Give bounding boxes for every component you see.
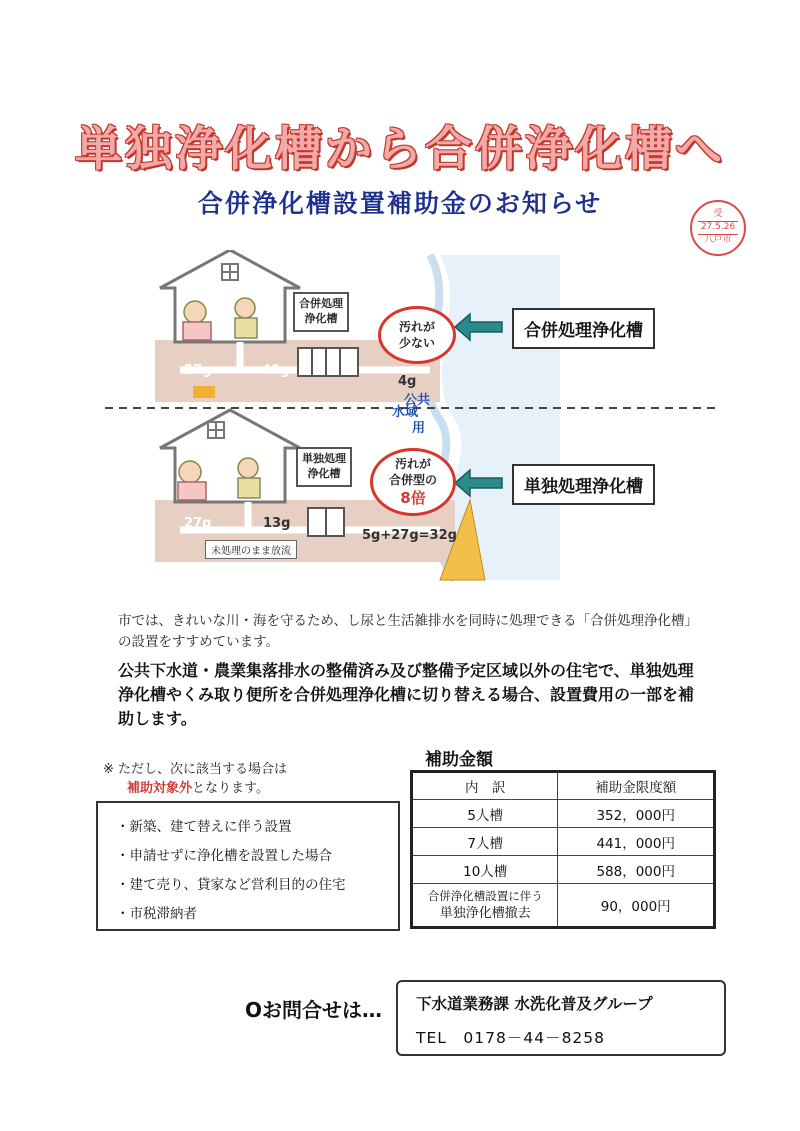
exclusion-item: ・申請せずに浄化槽を設置した場合	[116, 848, 332, 864]
exclusion-list-box	[96, 801, 400, 931]
upper-grams-mid: 40g	[262, 363, 290, 378]
subsidy-table	[410, 770, 716, 929]
untreated-label: 未処理のまま放流	[205, 540, 297, 559]
exclusion-note: ※ ただし、次に該当する場合は 補助対象外となります。	[103, 762, 288, 796]
contact-phone: TEL 0178－44－8258	[416, 1029, 606, 1047]
subsidy-title: 補助金額	[425, 750, 493, 770]
table-row: 5人槽 352，000円	[412, 800, 715, 828]
exclusion-item: ・新築、建て替えに伴う設置	[116, 819, 292, 835]
page-subtitle: 合併浄化槽設置補助金のお知らせ	[197, 189, 603, 218]
water-label-a: 公共	[404, 393, 431, 408]
lower-type-label: 単独処理浄化槽	[512, 464, 655, 505]
subsidy-paragraph: 公共下水道・農業集落排水の整備済み及び整備予定区域以外の住宅で、単独処理浄化槽やくみ取り便所を合併処理浄化槽に切り替える場合、設置費用の一部を補助します。	[118, 661, 695, 728]
table-row: 合併浄化槽設置に伴う 単独浄化槽撤去 90，000円	[412, 884, 715, 928]
contact-label: Oお問合せは…	[245, 998, 383, 1022]
page-title: 単独浄化槽から合併浄化槽へ	[75, 122, 725, 177]
upper-type-label: 合併処理浄化槽	[512, 308, 655, 349]
exclusion-item: ・建て売り、貸家など営利目的の住宅	[116, 877, 346, 893]
table-row: 10人槽 588，000円	[412, 856, 715, 884]
water-label-b: 水域	[392, 405, 419, 420]
upper-grams-out: 4g	[398, 374, 417, 389]
lower-grams-left: 27g	[184, 516, 212, 531]
contact-box	[396, 980, 726, 1056]
upper-grams-left: 27g	[184, 363, 212, 378]
lower-grams-mid: 13g	[263, 516, 291, 531]
received-stamp: 受 27.5.26 八戸市	[690, 200, 746, 256]
lower-bubble: 汚れが 合併型の 8倍	[370, 448, 456, 516]
upper-bubble: 汚れが 少ない	[378, 306, 456, 364]
septic-tank-illustration	[0, 250, 800, 595]
contact-department: 下水道業務課 水洗化普及グループ	[416, 995, 653, 1013]
header-amount: 補助金限度額	[558, 772, 715, 800]
exclusion-item: ・市税滞納者	[116, 906, 197, 922]
table-header-row	[412, 772, 715, 800]
table-row: 7人槽 441，000円	[412, 828, 715, 856]
lower-grams-out: 5g+27g=32g	[362, 528, 457, 543]
water-label-c: 用	[412, 421, 426, 436]
lower-tank-label: 単独処理 浄化槽	[296, 447, 352, 487]
header-category: 内 訳	[412, 772, 558, 800]
upper-tank-label: 合併処理 浄化槽	[293, 292, 349, 332]
intro-paragraph: 市では、きれいな川・海を守るため、し尿と生活雑排水を同時に処理できる「合併処理浄化槽」の設置をすすめています。	[118, 613, 698, 650]
